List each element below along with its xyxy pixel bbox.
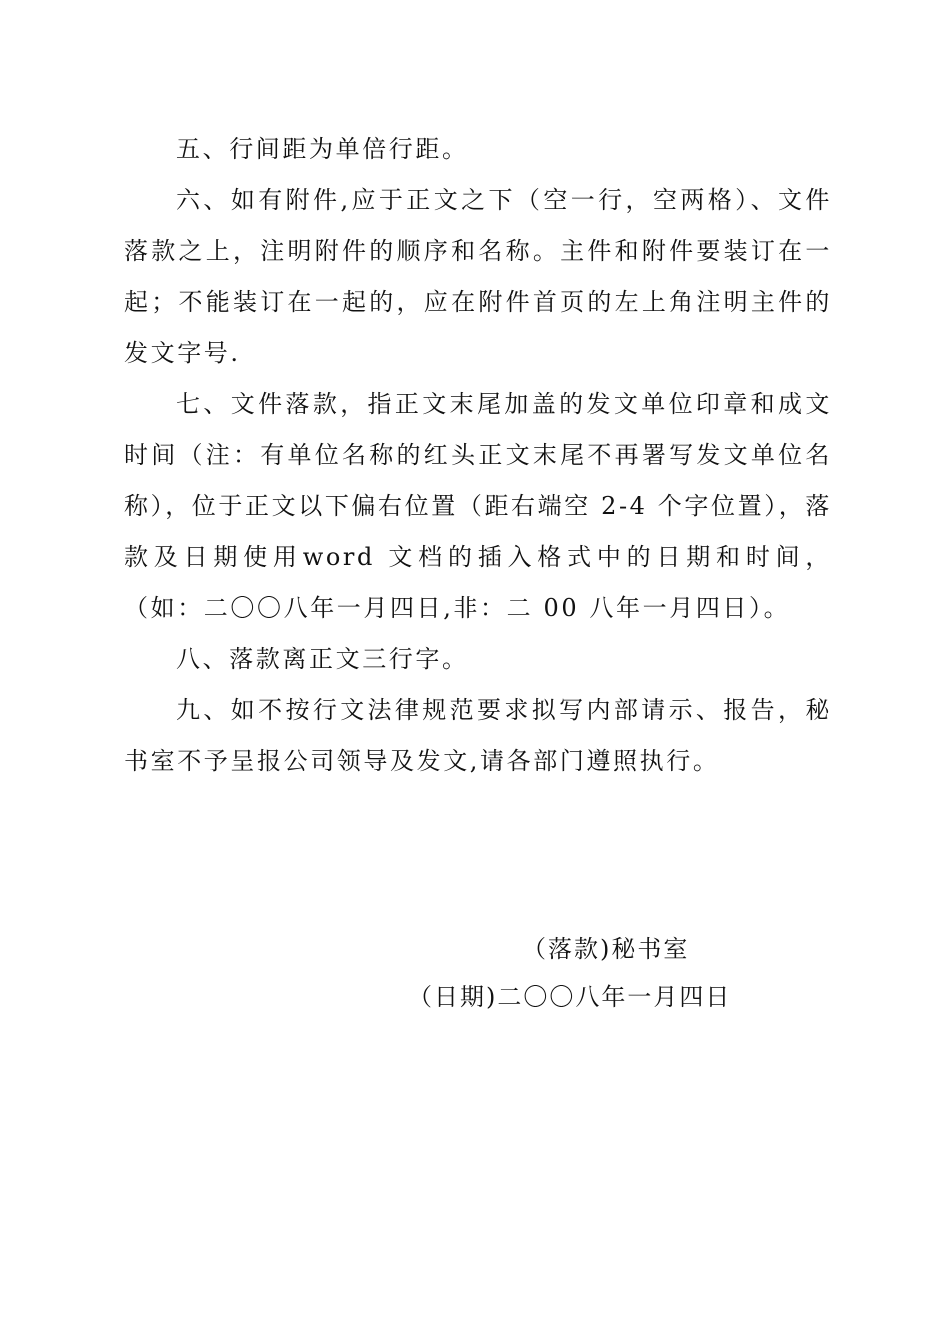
paragraph-signature-spacing: 八、落款离正文三行字。 xyxy=(176,645,469,673)
paragraph-attachments: 六、如有附件,应于正文之下（空一行，空两格）、文件落款之上，注明附件的顺序和名称。主件和附件要装订在一起；不能装订在一起的，应在附件首页的左上角注明主件的发文字号. xyxy=(124,186,832,367)
signature-block xyxy=(408,925,828,1021)
signature-org: （落款)秘书室 xyxy=(522,935,690,963)
paragraph-compliance: 九、如不按行文法律规范要求拟写内部请示、报告，秘书室不予呈报公司领导及发文,请各部门遵照执行。 xyxy=(124,696,832,775)
document-body xyxy=(124,124,832,787)
paragraph-signature-rules: 七、文件落款，指正文末尾加盖的发文单位印章和成文时间（注：有单位名称的红头正文末尾不再署写发文单位名称），位于正文以下偏右位置（距右端空 2-4 个字位置），落款及日期使用word 文档的插入格式中的日期和时间，（如：二〇〇八年一月四日,非：二 00 八年一月四日）。 xyxy=(124,390,832,622)
paragraph-line-spacing: 五、行间距为单倍行距。 xyxy=(176,135,469,163)
signature-date: （日期)二〇〇八年一月四日 xyxy=(408,983,732,1011)
